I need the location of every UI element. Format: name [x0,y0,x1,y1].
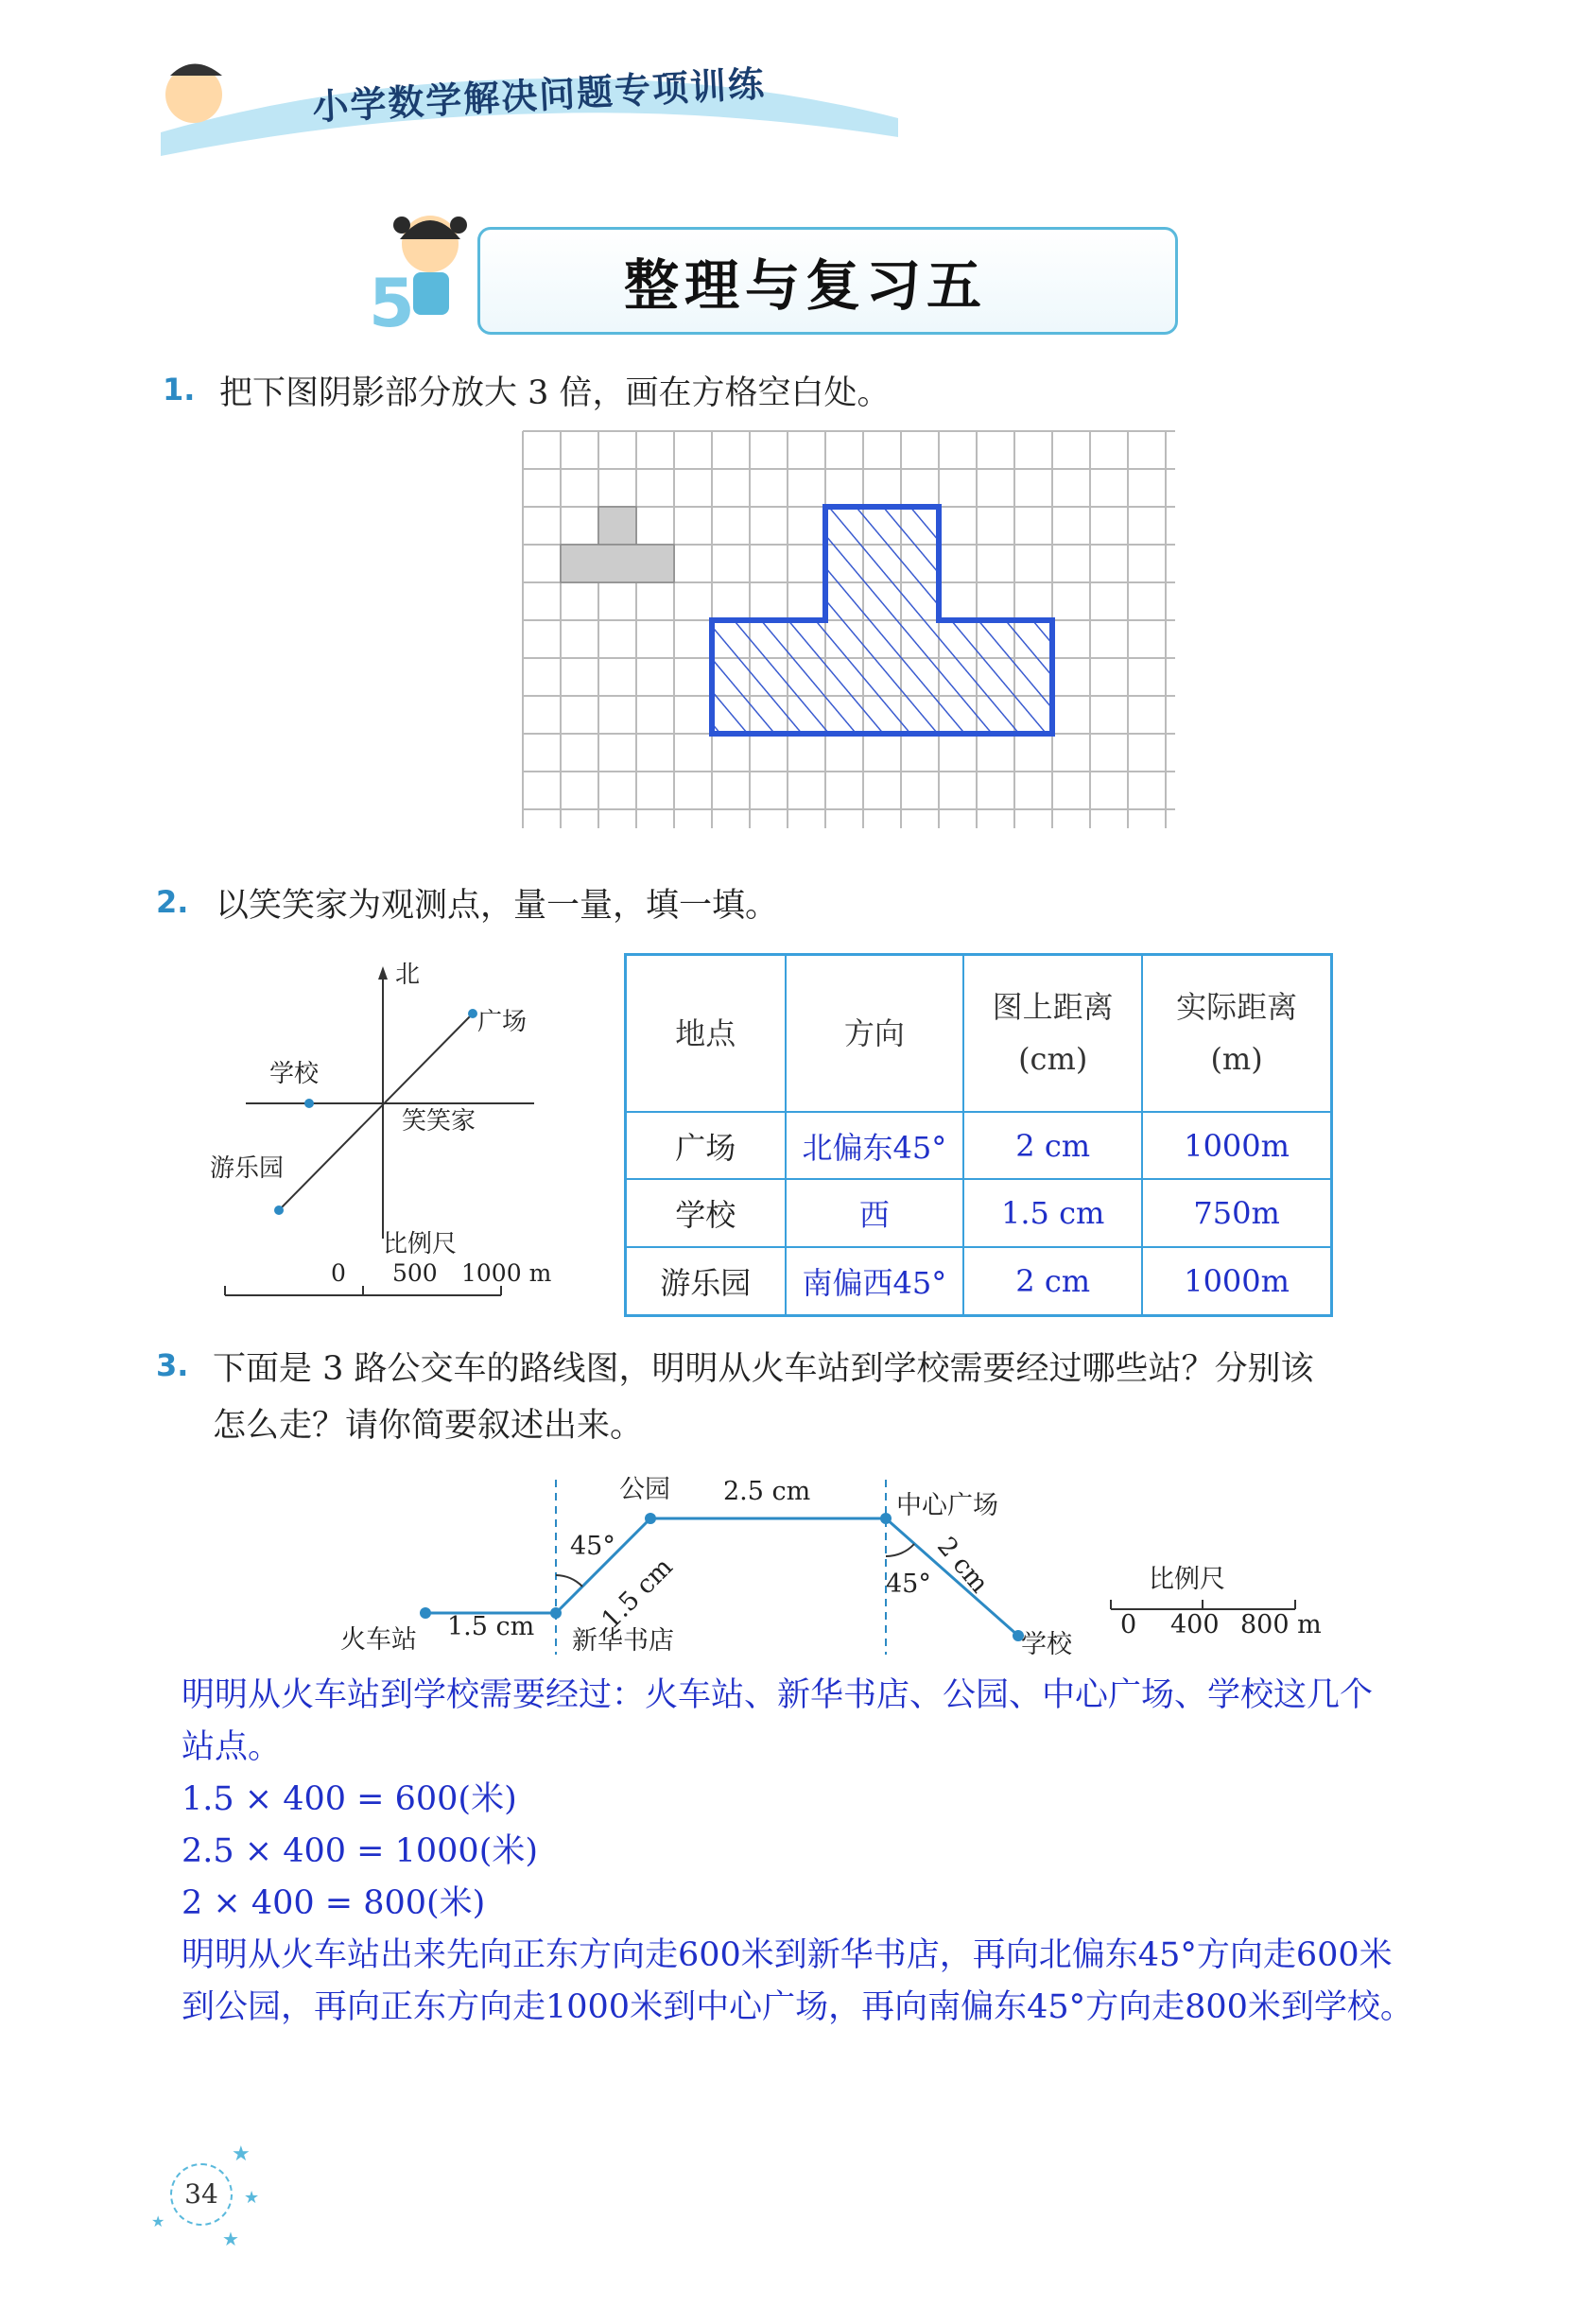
label-home: 笑笑家 [402,1107,476,1136]
distance-table [624,953,1333,1317]
cell-place: 广场 [626,1112,786,1180]
table-row [626,1247,1332,1315]
q3-scale-tick-800: 800 m [1240,1610,1322,1639]
north-arrow-icon [378,966,388,980]
label-north: 北 [395,961,421,989]
label-plaza: 广场 [477,1008,528,1036]
q2-scale-tick-500: 500 [392,1259,438,1287]
header-actual-distance-label: 实际距离 [1176,989,1298,1026]
map-label-bottom-distance: 1.5 cm [447,1612,535,1641]
chapter-number: 5 [369,265,415,342]
answer-line-2: 站点。 [182,1728,282,1766]
q2-scale-tick-1000: 1000 m [461,1259,552,1287]
map-label-school: 学校 [1021,1630,1072,1659]
cell-place: 游乐园 [626,1247,786,1315]
page-number: 34 [170,2163,233,2226]
svg-text:★: ★ [151,2212,165,2230]
q1-grid-figure [515,425,1182,840]
cell-direction: 南偏西45° [786,1247,964,1315]
answer-line-7: 到公园，再向正东方向走1000米到中心广场，再向南偏东45°方向走800米到学校。 [182,1988,1413,2026]
q2-scale-title: 比例尺 [383,1230,458,1258]
cell-map-distance: 2 cm [963,1112,1142,1180]
answer-line-4: 2.5 × 400 = 1000(米) [182,1832,539,1870]
center-point [880,1513,892,1524]
header-actual-distance [1142,955,1331,1112]
plaza-point [468,1009,477,1018]
q1-text: 把下图阴影部分放大 3 倍，画在方格空白处。 [219,374,891,412]
cell-actual-distance: 750m [1142,1179,1331,1247]
answer-line-1: 明明从火车站到学校需要经过：火车站、新华书店、公园、中心广场、学校这几个 [182,1676,1374,1714]
header-map-distance [963,955,1142,1112]
map-label-bookstore: 新华书店 [572,1626,674,1656]
q3-number: 3. [156,1347,189,1383]
answer-line-5: 2 × 400 = 800(米) [182,1884,486,1922]
header-map-distance-unit: (cm) [1018,1040,1088,1077]
label-amusement-park: 游乐园 [210,1154,285,1183]
q3-text-line1: 下面是 3 路公交车的路线图，明明从火车站到学校需要经过哪些站？分别该 [213,1350,1314,1388]
original-shape-top [598,507,636,545]
header-direction: 方向 [786,955,964,1112]
original-shape-bottom [561,545,674,582]
svg-text:★: ★ [244,2188,260,2208]
header-place: 地点 [626,955,786,1112]
cell-actual-distance: 1000m [1142,1247,1331,1315]
bookstore-point [550,1607,562,1619]
park-point [274,1205,284,1215]
enlarged-shape [712,507,1052,734]
svg-text:★: ★ [222,2228,239,2250]
map-label-top-distance: 2.5 cm [723,1477,811,1506]
map-label-right-angle: 45° [886,1570,931,1599]
cell-place: 学校 [626,1179,786,1247]
header-map-distance-label: 图上距离 [992,989,1114,1026]
table-header-row [626,955,1332,1112]
q3-scale-tick-400: 400 [1170,1610,1220,1639]
svg-text:★: ★ [232,2142,251,2166]
cell-direction: 西 [786,1179,964,1247]
answer-line-3: 1.5 × 400 = 600(米) [182,1780,517,1818]
q1-number: 1. [163,372,196,408]
table-row [626,1112,1332,1180]
map-label-left-diag-distance: 1.5 cm [596,1552,679,1636]
cell-map-distance: 2 cm [963,1247,1142,1315]
left-angle-arc [556,1575,582,1587]
q3-text-line2: 怎么走？请你简要叙述出来。 [213,1407,644,1445]
map-label-center-plaza: 中心广场 [896,1491,998,1520]
chapter-title: 整理与复习五 [624,253,988,318]
station-point [420,1607,431,1619]
cell-direction: 北偏东45° [786,1112,964,1180]
answer-line-6: 明明从火车站出来先向正东方向走600米到新华书店，再向北偏东45°方向走600米 [182,1936,1393,1974]
header-actual-distance-unit: (m) [1210,1040,1263,1077]
table-row [626,1179,1332,1247]
q3-scale-title: 比例尺 [1149,1565,1225,1594]
label-school: 学校 [269,1060,320,1088]
map-label-station: 火车站 [340,1625,417,1655]
series-title: 小学数学解决问题专项训练 [311,62,768,129]
right-angle-arc [886,1544,914,1556]
q2-text: 以笑笑家为观测点，量一量，填一填。 [216,887,779,925]
school-point [304,1099,314,1108]
map-label-left-angle: 45° [570,1532,615,1561]
cell-map-distance: 1.5 cm [963,1179,1142,1247]
cell-actual-distance: 1000m [1142,1112,1331,1180]
map-label-park: 公园 [619,1475,670,1504]
q2-scale-tick-0: 0 [331,1259,346,1287]
park-point [645,1513,656,1524]
q2-number: 2. [156,884,189,920]
map-label-right-diag-distance: 2 cm [931,1532,995,1599]
q3-scale-tick-0: 0 [1120,1610,1137,1639]
